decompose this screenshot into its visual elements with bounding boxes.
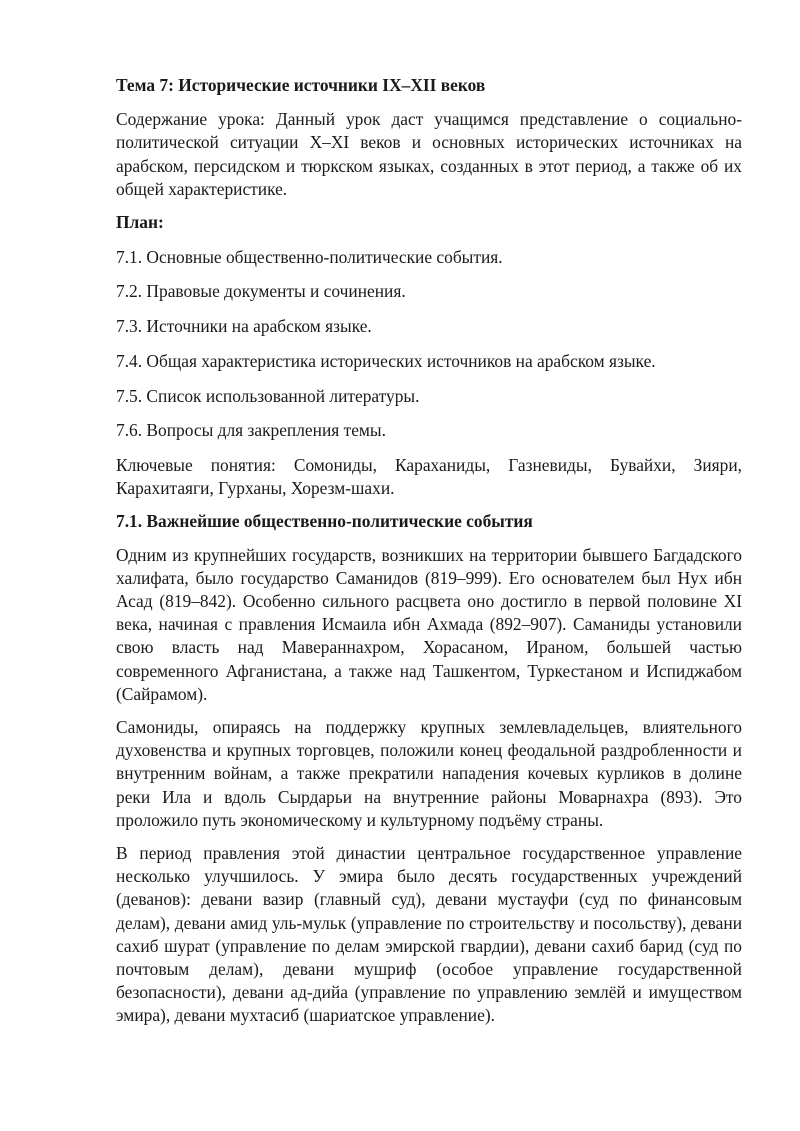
plan-item: 7.1. Основные общественно-политические события. — [116, 246, 503, 267]
plan-heading: План: — [116, 212, 164, 233]
plan-item: 7.6. Вопросы для закрепления темы. — [116, 420, 386, 441]
document-page — [116, 74, 742, 1038]
body-paragraph: В период правления этой династии центральное государственное управление несколько улучшилось. У эмира было десять государственных учреждений (деванов): девани вазир (главный суд), девани мустауфи (суд по финансовым делам), девани амид уль-мульк (управление по строительству и посольству), девани сахиб шурат (управление по делам эмирской гвардии), девани сахиб барид (суд по почтовым делам), девани мушриф (особое управление государственной безопасности), девани ад-дийа (управление по управлению землёй и имуществом эмира), девани мухтасиб (шариатское управление). — [116, 842, 742, 1026]
body-paragraph: Самониды, опираясь на поддержку крупных землевладельцев, влиятельного духовенства и крупных торговцев, положили конец феодальной раздробленности и внутренним войнам, а также прекратили нападения кочевых курликов в долине реки Ила и вдоль Сырдарьи на внутренние районы Моварнахра (893). Это проложило путь экономическому и культурному подъёму страны. — [116, 716, 742, 830]
plan-item: 7.3. Источники на арабском языке. — [116, 316, 372, 337]
plan-item: 7.2. Правовые документы и сочинения. — [116, 281, 406, 302]
page-title: Тема 7: Исторические источники IX–XII веков — [116, 75, 486, 95]
lesson-intro: Содержание урока: Данный урок даст учащимся представление о социально-политической ситуации X–XI веков и основных исторических источниках на арабском, персидском и тюркском языках, созданных в этот период, а также об их общей характеристике. — [116, 109, 742, 199]
plan-item: 7.4. Общая характеристика исторических источников на арабском языке. — [116, 350, 656, 371]
plan-item: 7.5. Список использованной литературы. — [116, 385, 420, 406]
keywords-paragraph: Ключевые понятия: Сомониды, Караханиды, Газневиды, Бувайхи, Зияри, Карахитаяги, Гурханы, Хорезм-шахи. — [116, 454, 742, 499]
body-paragraph: Одним из крупнейших государств, возникших на территории бывшего Багдадского халифата, было государство Саманидов (819–999). Его основателем был Нух ибн Асад (819–842). Особенно сильного расцвета оно достигло в первой половине XI века, начиная с правления Исмаила ибн Ахмада (892–907). Саманиды установили свою власть над Мавераннахром, Хорасаном, Ираном, большей частью современного Афганистана, а также над Ташкентом, Туркестаном и Испиджабом (Сайрамом). — [116, 544, 742, 704]
section-heading: 7.1. Важнейшие общественно-политические события — [116, 511, 533, 532]
